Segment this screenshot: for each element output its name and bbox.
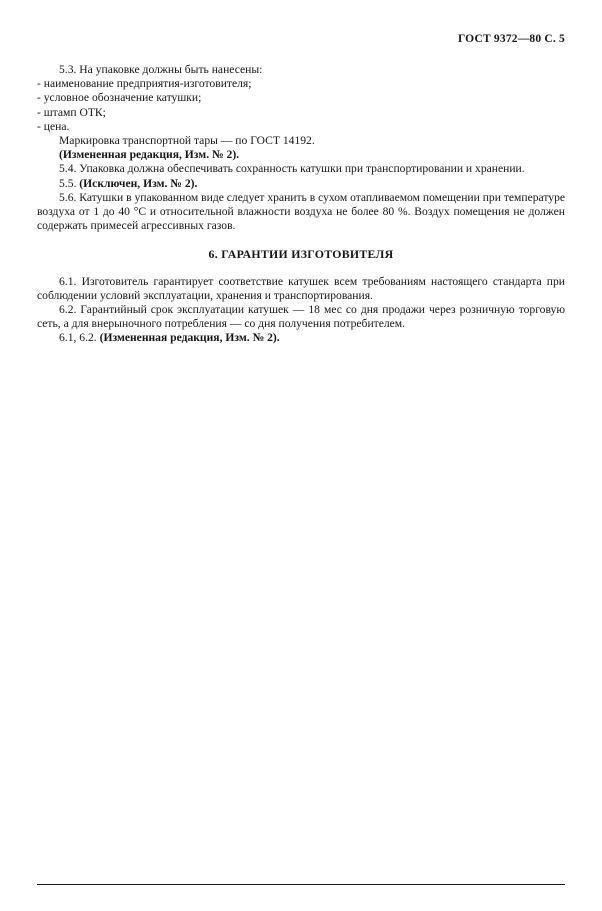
paragraph — [37, 162, 565, 176]
paragraph — [37, 303, 565, 331]
document-body — [37, 63, 565, 346]
bold-text-segment: (Исключен, Изм. № 2). — [79, 176, 198, 190]
paragraph — [37, 63, 565, 77]
text-segment: - цена. — [37, 119, 70, 133]
paragraph — [37, 177, 565, 191]
paragraph — [37, 134, 565, 148]
paragraph — [37, 77, 565, 91]
section-heading — [37, 247, 565, 261]
paragraph — [37, 331, 565, 345]
text-segment: 6.1. Изготовитель гарантирует соответствие катушек всем требованиям настоящего стандарта при соблюдении условий эксплуатации, хранения и транспортирования. — [37, 274, 565, 302]
text-segment: - штамп ОТК; — [37, 105, 106, 119]
paragraph — [37, 120, 565, 134]
paragraph — [37, 91, 565, 105]
text-segment: 6.2. Гарантийный срок эксплуатации катушек — 18 мес со дня продажи через розничную торговую сеть, а для внерыночного потребления — со дня получения потребителем. — [37, 303, 565, 331]
text-segment: 6.1, 6.2. — [59, 331, 100, 345]
text-segment: 5.3. На упаковке должны быть нанесены: — [59, 63, 263, 76]
text-segment: - условное обозначение катушки; — [37, 91, 202, 105]
bold-text-segment: (Измененная редакция, Изм. № 2). — [99, 331, 280, 345]
page-header — [37, 33, 565, 45]
text-segment: 5.6. Катушки в упакованном виде следует хранить в сухом отапливаемом помещении при температуре воздуха от 1 до 40 °С и относительной влажности воздуха не более 80 %. Воздух помещения не должен содержать примесей агрессивных газов. — [37, 190, 566, 233]
paragraph — [37, 106, 565, 120]
paragraph — [37, 148, 565, 162]
bold-text-segment: (Измененная редакция, Изм. № 2). — [59, 148, 240, 162]
text-segment: 5.5. — [59, 176, 80, 190]
bold-text-segment: 6. ГАРАНТИИ ИЗГОТОВИТЕЛЯ — [208, 247, 394, 262]
paragraph — [37, 191, 565, 234]
text-segment: Маркировка транспортной тары — по ГОСТ 14192. — [59, 134, 315, 148]
doc-number-page-label: ГОСТ 9372—80 С. 5 — [457, 33, 565, 45]
footer-rule — [37, 884, 565, 885]
text-segment: 5.4. Упаковка должна обеспечивать сохранность катушки при транспортировании и хранении. — [59, 162, 525, 176]
paragraph — [37, 275, 565, 303]
text-segment: - наименование предприятия-изготовителя; — [37, 77, 252, 91]
